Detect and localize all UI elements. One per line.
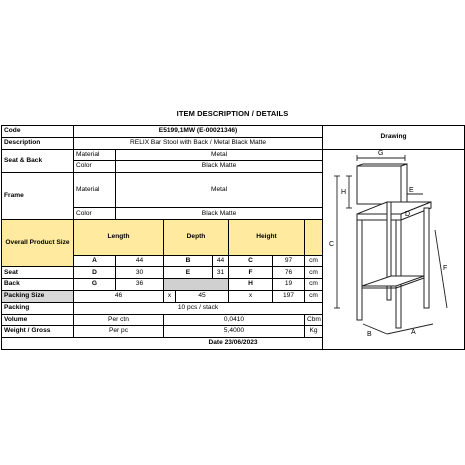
drawing-area (323, 149, 465, 349)
dim-h-value: 19 (273, 279, 305, 291)
seat-back-material-label: Material (74, 149, 116, 161)
row-code (2, 126, 465, 138)
overall-unit: cm (305, 255, 323, 267)
dim-g-letter: G (74, 279, 116, 291)
dim-letter-a: A (410, 328, 416, 336)
code-label: Code (2, 126, 74, 138)
dim-d-value: 30 (116, 267, 164, 279)
weight-unit: Kg (305, 326, 323, 338)
height-header: Height (229, 220, 305, 255)
packing-size-label: Packing Size (2, 290, 74, 302)
description-label: Description (2, 137, 74, 149)
volume-sub: Per ctn (74, 314, 164, 326)
volume-label: Volume (2, 314, 74, 326)
seat-back-color-label: Color (74, 161, 116, 173)
packing-size-x2: x (229, 290, 273, 302)
dim-e-letter: E (164, 267, 213, 279)
overall-header-unit-blank (305, 220, 323, 255)
dim-letter-h: H (340, 188, 346, 196)
seat-back-color-value: Black Matte (116, 161, 323, 173)
weight-label: Weight / Gross (2, 326, 74, 338)
code-value: E5199,1MW (E-00021346) (74, 126, 323, 138)
dim-b-value: 44 (213, 255, 229, 267)
document-title: ITEM DESCRIPTION / DETAILS (176, 109, 289, 118)
length-header: Length (74, 220, 164, 255)
dim-h-letter: H (229, 279, 273, 291)
dim-letter-e: E (408, 186, 414, 194)
dim-a-value: 44 (116, 255, 164, 267)
packing-size-unit: cm (305, 290, 323, 302)
dim-f-value: 76 (273, 267, 305, 279)
dim-f-letter: F (229, 267, 273, 279)
back-depth-blank (164, 279, 229, 291)
bar-stool-drawing (328, 149, 453, 338)
dim-d-letter: D (74, 267, 116, 279)
dim-c-value: 97 (273, 255, 305, 267)
frame-color-label: Color (74, 208, 116, 220)
row-seat-back-material (2, 149, 465, 161)
frame-label: Frame (2, 173, 74, 220)
description-value: RELIX Bar Stool with Back / Metal Black Matte (74, 137, 323, 149)
frame-material-label: Material (74, 173, 116, 208)
seat-label: Seat (2, 267, 74, 279)
dim-a-letter: A (74, 255, 116, 267)
packing-value: 10 pcs / stack (74, 302, 323, 314)
spec-table (1, 125, 465, 350)
frame-color-value: Black Matte (116, 208, 323, 220)
packing-size-v1: 46 (74, 290, 164, 302)
packing-size-x1: x (164, 290, 176, 302)
seat-back-label: Seat & Back (2, 149, 74, 173)
packing-size-v3: 197 (273, 290, 305, 302)
frame-material-value: Metal (116, 173, 323, 208)
dim-b-letter: B (164, 255, 213, 267)
back-label: Back (2, 279, 74, 291)
back-unit: cm (305, 279, 323, 291)
volume-unit: Cbm (305, 314, 323, 326)
row-date (2, 338, 465, 350)
seat-back-material-value: Metal (116, 149, 323, 161)
dim-c-letter: C (229, 255, 273, 267)
seat-unit: cm (305, 267, 323, 279)
dim-letter-c: C (328, 240, 334, 248)
dim-letter-f: F (442, 264, 447, 272)
packing-label: Packing (2, 302, 74, 314)
depth-header: Depth (164, 220, 229, 255)
packing-size-v2: 45 (176, 290, 229, 302)
dim-g-value: 36 (116, 279, 164, 291)
overall-size-label: Overall Product Size (2, 220, 74, 267)
dim-letter-d: D (404, 210, 410, 218)
dim-letter-b: B (366, 330, 372, 338)
dim-e-value: 31 (213, 267, 229, 279)
volume-value: 0,0410 (164, 314, 305, 326)
document-date: Date 23/06/2023 (2, 338, 465, 350)
weight-value: 5,4000 (164, 326, 305, 338)
dim-letter-g: G (377, 149, 383, 157)
drawing-label: Drawing (323, 126, 465, 150)
weight-sub: Per pc (74, 326, 164, 338)
